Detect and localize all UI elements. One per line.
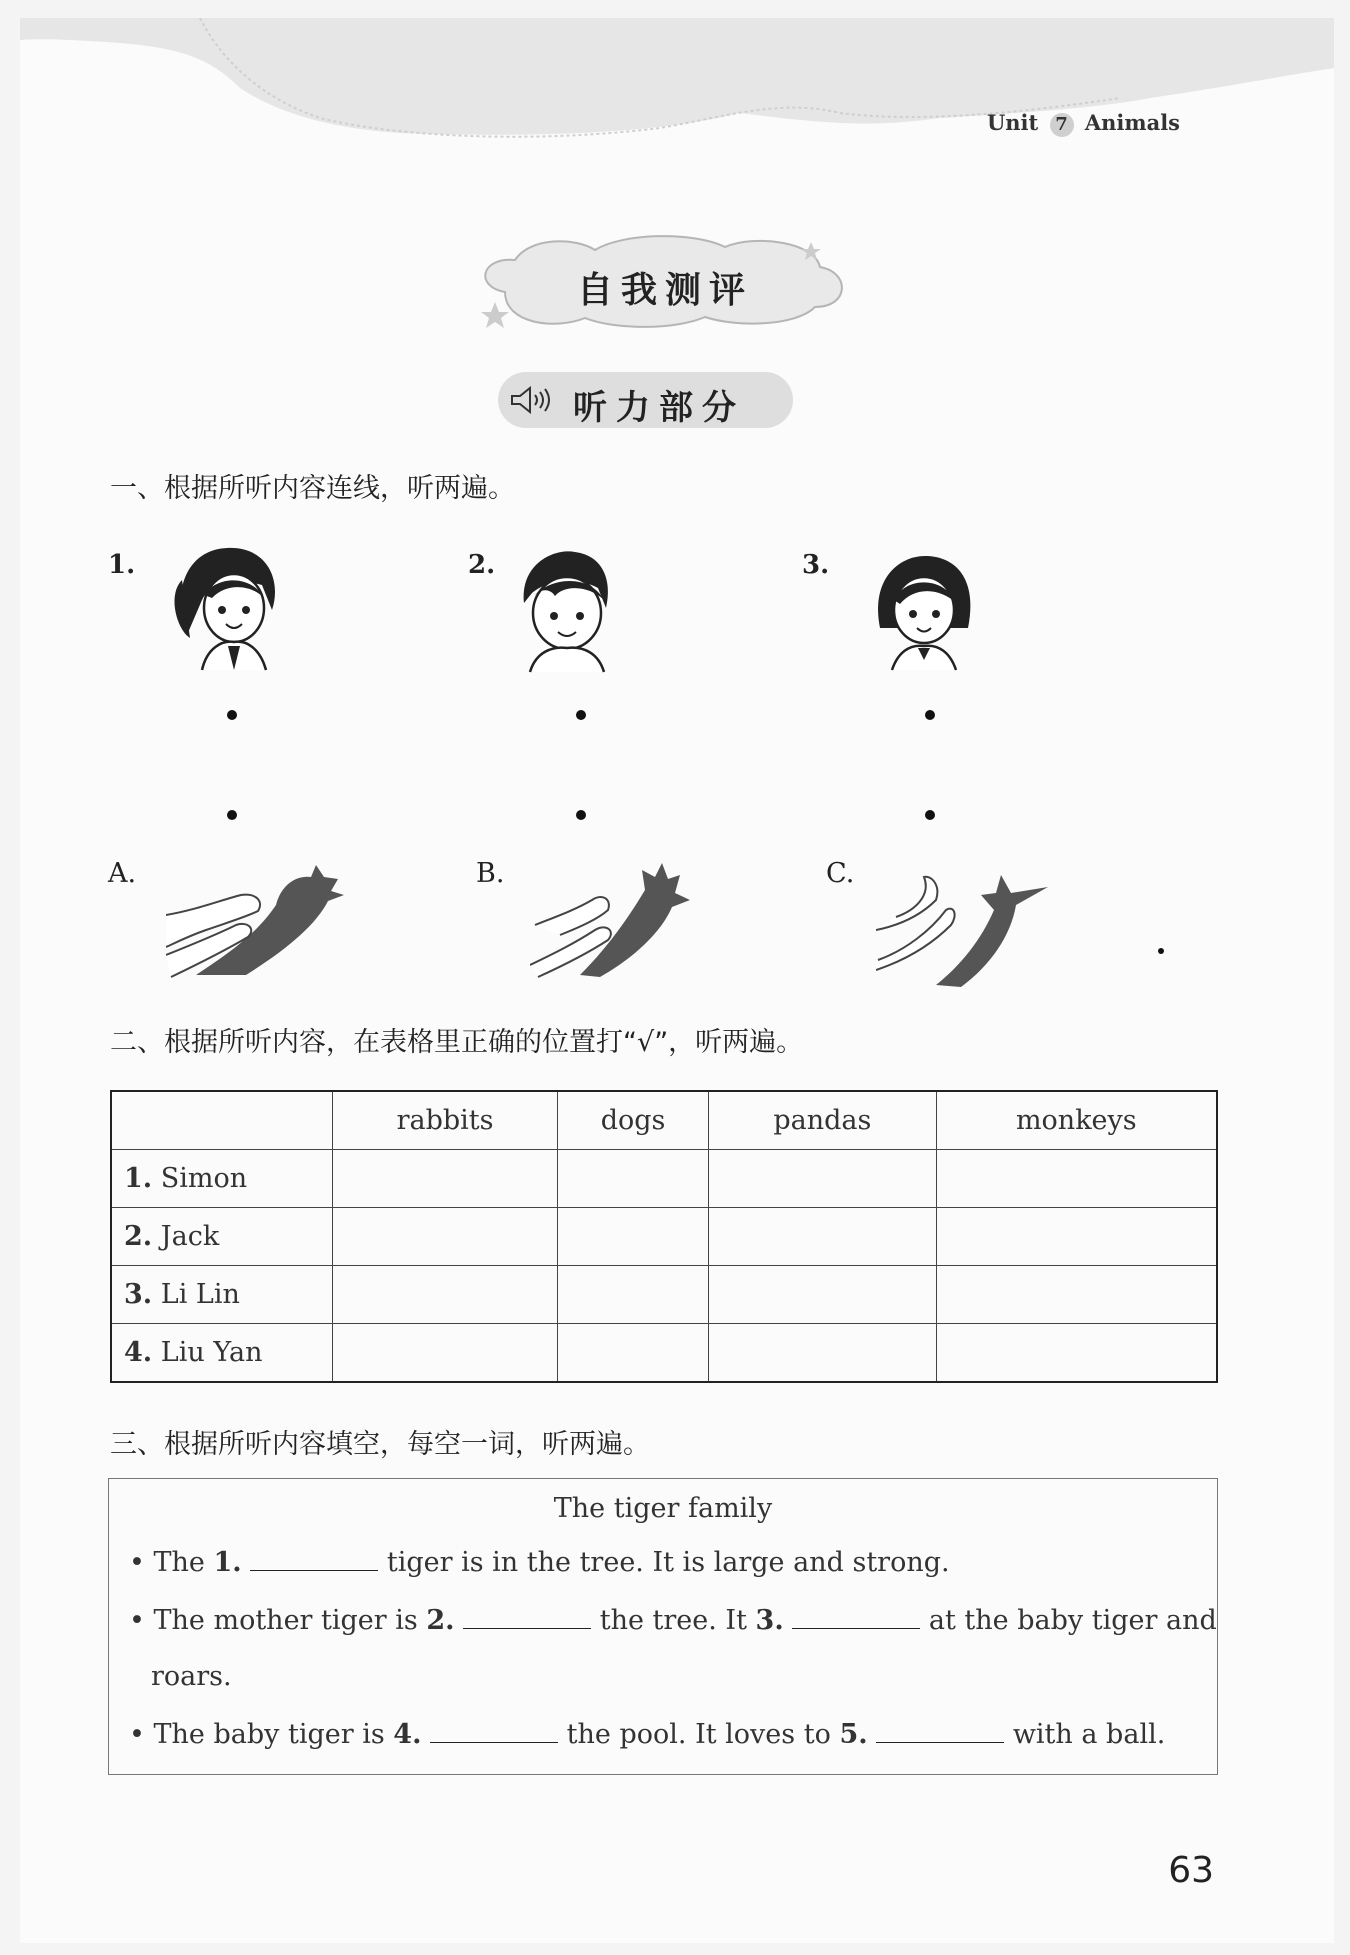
row-name: Simon [160, 1163, 248, 1194]
unit-number-badge: 7 [1050, 113, 1074, 137]
stray-dot [1158, 948, 1164, 954]
short-hair-girl-illustration [870, 548, 980, 673]
option-b-label: B. [476, 858, 505, 889]
table-row [111, 1324, 1217, 1383]
check-cell[interactable] [558, 1324, 709, 1383]
title-text: 自我测评 [576, 270, 753, 311]
row-number: 1. [124, 1163, 153, 1194]
person-3-number: 3. [802, 550, 830, 580]
story-title: The tiger family [553, 1493, 773, 1524]
check-cell[interactable] [936, 1324, 1217, 1383]
blank-1-input[interactable] [250, 1550, 378, 1571]
check-cell[interactable] [709, 1150, 937, 1208]
row-label [111, 1266, 333, 1324]
check-cell[interactable] [936, 1208, 1217, 1266]
check-cell[interactable] [558, 1266, 709, 1324]
listening-section-heading [498, 372, 793, 428]
blank-number: 4. [393, 1719, 422, 1750]
row-label [111, 1324, 333, 1383]
listening-heading-text: 听力部分 [573, 388, 745, 428]
row-number: 3. [124, 1279, 153, 1310]
column-header: pandas [709, 1091, 937, 1150]
match-dot-top-3[interactable] [925, 710, 935, 720]
story-line-1 [129, 1547, 950, 1578]
match-dot-bottom-b[interactable] [576, 810, 586, 820]
check-cell[interactable] [558, 1150, 709, 1208]
header-cloud-decoration [20, 18, 1334, 168]
text-segment: • The [129, 1547, 205, 1578]
blank-number: 2. [426, 1605, 455, 1636]
table-header-row [111, 1091, 1217, 1150]
text-segment: • The mother tiger is [129, 1605, 418, 1636]
blank-2-input[interactable] [463, 1608, 591, 1629]
check-cell[interactable] [333, 1266, 558, 1324]
animals-checklist-table [110, 1090, 1218, 1383]
match-dot-bottom-c[interactable] [925, 810, 935, 820]
section2-title: 二、根据所听内容，在表格里正确的位置打“√”，听两遍。 [110, 1027, 804, 1058]
page-number: 63 [1168, 1850, 1214, 1891]
text-segment: the tree. It [599, 1605, 747, 1636]
match-dot-top-2[interactable] [576, 710, 586, 720]
hand-shadow-c-illustration [876, 855, 1056, 990]
section1-title: 一、根据所听内容连线，听两遍。 [110, 473, 515, 504]
row-number: 2. [124, 1221, 153, 1252]
fill-in-story-box [108, 1478, 1218, 1775]
text-segment: tiger is in the tree. It is large and strong. [386, 1547, 950, 1578]
person-2-number: 2. [468, 550, 496, 580]
column-header: dogs [558, 1091, 709, 1150]
check-cell[interactable] [333, 1208, 558, 1266]
column-header: monkeys [936, 1091, 1217, 1150]
row-name: Li Lin [160, 1279, 240, 1310]
unit-name: Animals [1084, 110, 1180, 135]
unit-prefix: Unit [986, 110, 1039, 135]
text-segment: the pool. It loves to [566, 1719, 831, 1750]
story-line-3 [151, 1661, 232, 1692]
option-a-label: A. [108, 858, 137, 889]
check-cell[interactable] [936, 1266, 1217, 1324]
table-corner-cell [111, 1091, 333, 1150]
blank-3-input[interactable] [792, 1608, 920, 1629]
table-row [111, 1208, 1217, 1266]
row-label [111, 1150, 333, 1208]
speaker-icon [508, 385, 556, 415]
check-cell[interactable] [333, 1150, 558, 1208]
hand-shadow-b-illustration [530, 855, 700, 980]
check-cell[interactable] [709, 1266, 937, 1324]
blank-number: 5. [839, 1719, 868, 1750]
option-c-label: C. [826, 858, 855, 889]
row-name: Jack [160, 1221, 220, 1252]
column-header: rabbits [333, 1091, 558, 1150]
story-line-2 [129, 1605, 1217, 1636]
table-row [111, 1150, 1217, 1208]
text-segment: roars. [151, 1661, 232, 1692]
text-segment: • The baby tiger is [129, 1719, 385, 1750]
check-cell[interactable] [709, 1324, 937, 1383]
check-cell[interactable] [333, 1324, 558, 1383]
girl-ponytail-illustration [172, 540, 282, 675]
row-name: Liu Yan [160, 1337, 263, 1368]
section3-title: 三、根据所听内容填空，每空一词，听两遍。 [110, 1429, 650, 1460]
blank-number: 3. [755, 1605, 784, 1636]
check-cell[interactable] [936, 1150, 1217, 1208]
person-1-number: 1. [108, 550, 136, 580]
text-segment: with a ball. [1012, 1719, 1166, 1750]
story-line-4 [129, 1719, 1165, 1750]
match-dot-bottom-a[interactable] [227, 810, 237, 820]
boy-illustration [510, 548, 620, 673]
blank-5-input[interactable] [876, 1722, 1004, 1743]
row-number: 4. [124, 1337, 153, 1368]
check-cell[interactable] [558, 1208, 709, 1266]
self-assessment-title [475, 232, 855, 332]
hand-shadow-a-illustration [166, 855, 346, 980]
check-cell[interactable] [709, 1208, 937, 1266]
unit-header [987, 110, 1180, 137]
table-row [111, 1266, 1217, 1324]
blank-4-input[interactable] [430, 1722, 558, 1743]
text-segment: at the baby tiger and [928, 1605, 1217, 1636]
match-dot-top-1[interactable] [227, 710, 237, 720]
blank-number: 1. [213, 1547, 242, 1578]
row-label [111, 1208, 333, 1266]
